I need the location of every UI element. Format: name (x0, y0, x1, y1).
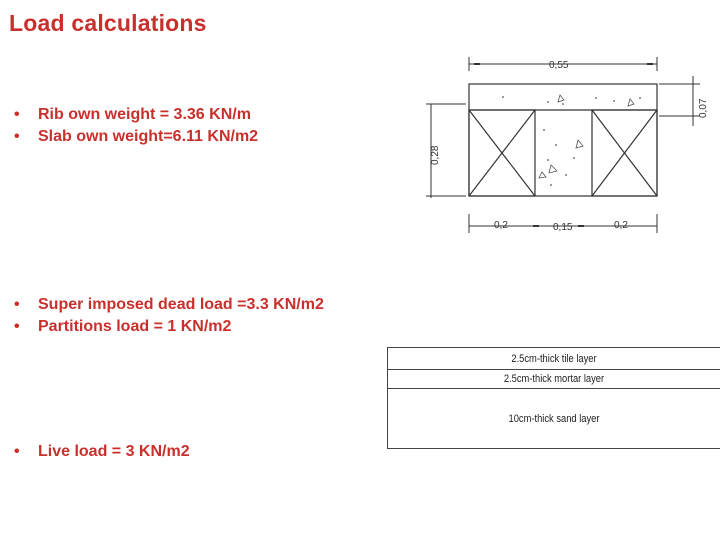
slide-title: Load calculations (9, 10, 207, 36)
section-outline (469, 84, 657, 196)
bullet-superimposed-dead-load: • Super imposed dead load =3.3 KN/m2 (14, 294, 324, 316)
bottom-label-right: 0,2 (614, 220, 628, 231)
sand-layer-label: 10cm-thick sand layer (508, 412, 600, 425)
width-dimension-label: 0,55 (549, 60, 569, 71)
bullet-partitions-load: • Partitions load = 1 KN/m2 (14, 316, 324, 338)
mortar-layer-label: 2.5cm-thick mortar layer (503, 373, 605, 385)
bottom-label-middle: 0,15 (553, 222, 573, 233)
bullet-rib-own-weight: • Rib own weight = 3.36 KN/m (14, 104, 258, 126)
slab-thickness-label: 0,07 (698, 98, 709, 118)
bullet-live-load: • Live load = 3 KN/m2 (14, 441, 190, 463)
tile-layer-label: 2.5cm-thick tile layer (511, 352, 597, 365)
bullet-slab-own-weight: • Slab own weight=6.11 KN/m2 (14, 126, 258, 148)
depth-dimension-label: 0,28 (430, 145, 441, 165)
floor-layers-diagram (387, 347, 720, 449)
bottom-label-left: 0,2 (494, 220, 508, 231)
